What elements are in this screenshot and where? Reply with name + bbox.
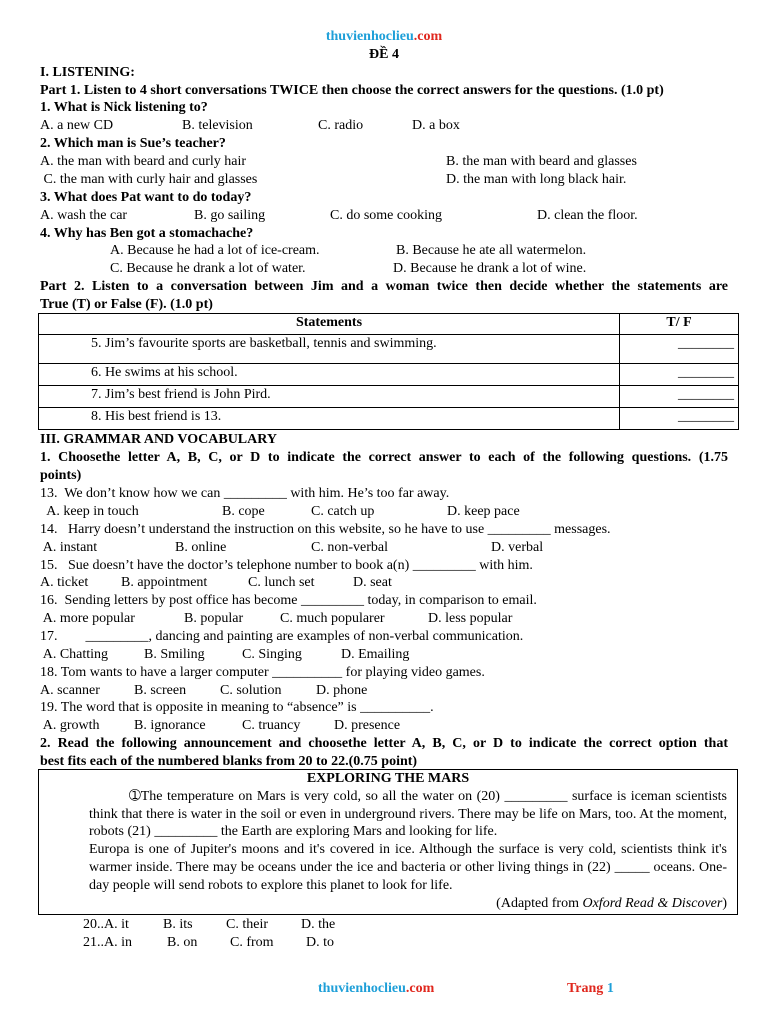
part1-instruction: Part 1. Listen to 4 short conversations TWICE then choose the correct answers for the questions. (1.0 pt) (40, 83, 664, 98)
option-21b: B. on (167, 935, 198, 950)
question-2-options-row1 (40, 153, 728, 171)
header-site-tld: .com (413, 29, 443, 44)
option-17c: C. Singing (242, 647, 302, 662)
option-15d: D. seat (353, 575, 392, 590)
option-16c: C. much popularer (280, 611, 385, 626)
option-17a: A. Chatting (40, 647, 109, 662)
passage-source-prefix: (Adapted from (496, 895, 583, 911)
header-site-name: thuvienhoclieu (325, 29, 414, 44)
option-20d: D. the (301, 917, 336, 932)
question-18: 18. Tom wants to have a larger computer __________ for playing video games. (40, 665, 485, 680)
question-15: 15. Sue doesn’t have the doctor’s telephone number to book a(n) _________ with him. (40, 558, 533, 573)
option-21d: D. to (306, 935, 334, 950)
option-19b: B. ignorance (134, 718, 206, 733)
option-4d: D. Because he drank a lot of wine. (393, 261, 587, 276)
option-2c: C. the man with curly hair and glasses (40, 172, 258, 187)
option-1d: D. a box (412, 118, 460, 133)
question-2-options-row2 (40, 171, 728, 189)
passage-source (49, 895, 727, 913)
option-18b: B. screen (134, 683, 187, 698)
listening-heading: I. LISTENING: (40, 65, 135, 80)
option-4b: B. Because he ate all watermelon. (396, 243, 587, 258)
table-row (39, 364, 739, 386)
option-2a: A. the man with beard and curly hair (40, 154, 247, 169)
option-16b: B. popular (184, 611, 244, 626)
passage-title: EXPLORING THE MARS (306, 771, 470, 786)
question-16-options (40, 610, 728, 628)
section1-instruction-line2: points) (40, 468, 82, 483)
question-17: 17. _________, dancing and painting are examples of non-verbal communication. (40, 629, 524, 644)
question-17-options (40, 646, 728, 664)
option-15c: C. lunch set (248, 575, 315, 590)
table-row (39, 386, 739, 408)
question-18-options (40, 682, 728, 700)
section1-instruction-line1: 1. Choosethe letter A, B, C, or D to indicate the correct answer to each of the following questions. (1.75 (40, 450, 728, 465)
footer-site-link[interactable] (318, 980, 434, 998)
footer-site-name: thuvienhoclieu (318, 981, 406, 996)
option-19a: A. growth (40, 718, 100, 733)
passage-paragraph-1 (49, 788, 727, 841)
option-14c: C. non-verbal (311, 540, 388, 555)
answer-20-options (40, 916, 728, 934)
option-3a: A. wash the car (40, 208, 128, 223)
grammar-heading: III. GRAMMAR AND VOCABULARY (40, 432, 277, 447)
passage-paragraph-2: Europa is one of Jupiter's moons and it's covered in ice. Although the surface is very cold, scientists think it's warmer inside. There may be oceans under the ice and bacteria or other living things in (22) _____ oceans. One-day people will send robots to explore this planet to look for life. (89, 842, 727, 893)
table-row (39, 408, 739, 430)
option-20b: B. its (163, 917, 193, 932)
section2-instruction-line2: best fits each of the numbered blanks from 20 to 22.(0.75 point) (40, 754, 418, 769)
question-3-options (40, 207, 728, 225)
passage-source-title: Oxford Read & Discover (582, 895, 723, 911)
reading-passage-box (38, 769, 738, 915)
option-21c: C. from (230, 935, 274, 950)
option-1c: C. radio (318, 118, 364, 133)
question-3: 3. What does Pat want to do today? (40, 190, 252, 205)
exam-title: ĐỀ 4 (369, 47, 399, 62)
paragraph-marker-icon: ➀ (129, 788, 141, 804)
tf-answer-6[interactable]: ________ (620, 364, 739, 386)
option-21a: 21..A. in (83, 935, 132, 950)
part2-instruction-line1: Part 2. Listen to a conversation between Jim and a woman twice then decide whether the statements are (40, 279, 728, 294)
option-17b: B. Smiling (144, 647, 205, 662)
statements-table (38, 313, 739, 430)
question-14-options (40, 539, 728, 557)
statements-table-header (39, 314, 739, 335)
statement-7: 7. Jim’s best friend is John Pird. (39, 386, 620, 408)
question-13-options (40, 503, 728, 521)
question-2: 2. Which man is Sue’s teacher? (40, 136, 226, 151)
option-20a: 20..A. it (83, 917, 129, 932)
question-14: 14. Harry doesn’t understand the instruction on this website, so he have to use _________ messages. (40, 522, 611, 537)
question-4: 4. Why has Ben got a stomachache? (40, 226, 254, 241)
question-13: 13. We don’t know how we can _________ with him. He’s too far away. (40, 486, 450, 501)
option-3d: D. clean the floor. (537, 208, 638, 223)
question-4-options-row2 (40, 260, 728, 278)
option-18c: C. solution (220, 683, 282, 698)
footer-site-tld: .com (405, 981, 435, 996)
tf-answer-7[interactable]: ________ (620, 386, 739, 408)
page-indicator (567, 980, 614, 998)
col-tf-header: T/ F (620, 314, 739, 335)
question-1: 1. What is Nick listening to? (40, 100, 208, 115)
question-19-options (40, 717, 728, 735)
tf-answer-8[interactable]: ________ (620, 408, 739, 430)
option-3c: C. do some cooking (330, 208, 442, 223)
col-statements-header: Statements (39, 314, 620, 335)
option-3b: B. go sailing (194, 208, 266, 223)
option-18a: A. scanner (40, 683, 100, 698)
option-13c: C. catch up (311, 504, 375, 519)
question-15-options (40, 574, 728, 592)
table-row (39, 335, 739, 364)
part2-instruction-line2: True (T) or False (F). (1.0 pt) (40, 297, 213, 312)
option-19c: C. truancy (242, 718, 301, 733)
option-16d: D. less popular (428, 611, 513, 626)
option-14d: D. verbal (491, 540, 544, 555)
statement-8: 8. His best friend is 13. (39, 408, 620, 430)
option-15a: A. ticket (40, 575, 89, 590)
statement-5: 5. Jim’s favourite sports are basketball, tennis and swimming. (39, 335, 620, 364)
question-16: 16. Sending letters by post office has become _________ today, in comparison to email. (40, 593, 537, 608)
option-20c: C. their (226, 917, 268, 932)
option-14a: A. instant (40, 540, 98, 555)
passage-paragraph-1-text: The temperature on Mars is very cold, so all the water on (20) _________ surface is iceman scientists think that there is water in the soil or even in underground rivers. There may be life on Mars, too. At the moment, robots (21) _________ the Earth are exploring Mars and looking for life. (89, 788, 727, 840)
answer-21-options (40, 934, 728, 952)
option-4a: A. Because he had a lot of ice-cream. (110, 243, 320, 258)
option-13b: B. cope (222, 504, 265, 519)
question-4-options-row1 (40, 242, 728, 260)
question-1-options (40, 117, 728, 135)
option-17d: D. Emailing (341, 647, 410, 662)
option-16a: A. more popular (40, 611, 135, 626)
option-13d: D. keep pace (447, 504, 520, 519)
header-site-link[interactable] (40, 28, 728, 46)
tf-answer-5[interactable]: ________ (620, 335, 739, 364)
option-2d: D. the man with long black hair. (446, 172, 627, 187)
option-15b: B. appointment (121, 575, 208, 590)
statement-6: 6. He swims at his school. (39, 364, 620, 386)
page-label: Trang (567, 981, 604, 996)
question-19: 19. The word that is opposite in meaning to “absence” is __________. (40, 700, 434, 715)
option-13a: A. keep in touch (40, 504, 139, 519)
option-19d: D. presence (334, 718, 401, 733)
page-number: 1 (606, 981, 614, 996)
option-2b: B. the man with beard and glasses (446, 154, 637, 169)
option-4c: C. Because he drank a lot of water. (110, 261, 306, 276)
option-14b: B. online (175, 540, 227, 555)
option-18d: D. phone (316, 683, 368, 698)
section2-instruction-line1: 2. Read the following announcement and choosethe letter A, B, C, or D to indicate the correct option that (40, 736, 728, 751)
option-1a: A. a new CD (40, 118, 114, 133)
option-1b: B. television (182, 118, 253, 133)
passage-source-suffix: ) (722, 895, 727, 911)
